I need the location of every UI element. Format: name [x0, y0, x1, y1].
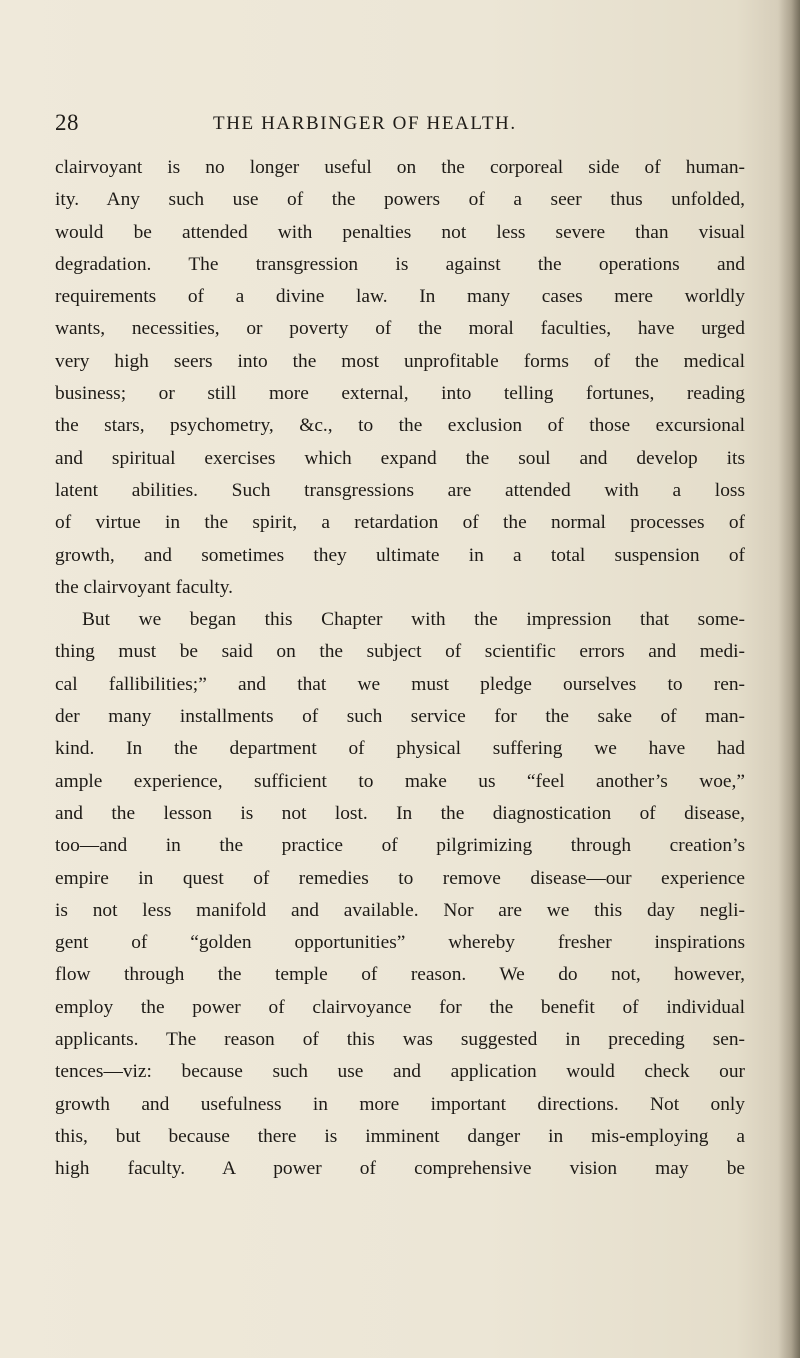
- text-line: applicants. The reason of this was suggested in preceding sen-: [55, 1029, 745, 1051]
- text-line: this, but because there is imminent danger in mis-employing a: [55, 1125, 745, 1147]
- text-line: the clairvoyant faculty.: [55, 576, 234, 598]
- running-head: [55, 110, 745, 140]
- text-line: latent abilities. Such transgressions are attended with a loss: [55, 479, 745, 501]
- text-line: of virtue in the spirit, a retardation of the normal processes of: [55, 512, 745, 534]
- page-number: 28: [55, 110, 79, 135]
- text-line: clairvoyant is no longer useful on the corporeal side of human-: [55, 157, 745, 178]
- text-line: flow through the temple of reason. We do not, however,: [55, 964, 745, 986]
- text-line: degradation. The transgression is against the operations and: [55, 253, 745, 275]
- text-line: growth, and sometimes they ultimate in a total suspension of: [55, 544, 745, 566]
- text-line: very high seers into the most unprofitable forms of the medical: [55, 350, 745, 372]
- text-line: is not less manifold and available. Nor are we this day negli-: [55, 899, 745, 921]
- text-line: requirements of a divine law. In many cases mere worldly: [55, 286, 745, 308]
- text-line: the stars, psychometry, &c., to the exclusion of those excursional: [55, 415, 745, 437]
- text-line: business; or still more external, into telling fortunes, reading: [55, 383, 745, 405]
- text-line: too—and in the practice of pilgrimizing through creation’s: [55, 835, 745, 857]
- text-line: But we began this Chapter with the impression that some-: [82, 609, 745, 631]
- text-line: ity. Any such use of the powers of a seer thus unfolded,: [55, 189, 745, 211]
- page-edge-shadow: [778, 0, 800, 1358]
- text-line: tences—viz: because such use and application would check our: [55, 1061, 745, 1083]
- text-line: ample experience, sufficient to make us “feel another’s woe,”: [55, 770, 745, 792]
- body-text: [55, 152, 745, 1186]
- text-line: wants, necessities, or poverty of the moral faculties, have urged: [55, 318, 745, 340]
- text-line: gent of “golden opportunities” whereby fresher inspirations: [55, 932, 745, 954]
- text-line: growth and usefulness in more important directions. Not only: [55, 1093, 745, 1115]
- text-line: kind. In the department of physical suffering we have had: [55, 738, 745, 760]
- text-line: cal fallibilities;” and that we must pledge ourselves to ren-: [55, 673, 745, 695]
- text-line: der many installments of such service for the sake of man-: [55, 706, 745, 728]
- text-line: employ the power of clairvoyance for the benefit of individual: [55, 996, 745, 1018]
- running-title: THE HARBINGER OF HEALTH.: [213, 113, 517, 134]
- text-line: thing must be said on the subject of scientific errors and medi-: [55, 641, 745, 663]
- text-line: would be attended with penalties not less severe than visual: [55, 221, 745, 243]
- text-line: and spiritual exercises which expand the soul and develop its: [55, 447, 745, 469]
- text-line: and the lesson is not lost. In the diagnostication of disease,: [55, 802, 745, 824]
- text-line: high faculty. A power of comprehensive vision may be: [55, 1158, 745, 1180]
- text-line: empire in quest of remedies to remove disease—our experience: [55, 867, 745, 889]
